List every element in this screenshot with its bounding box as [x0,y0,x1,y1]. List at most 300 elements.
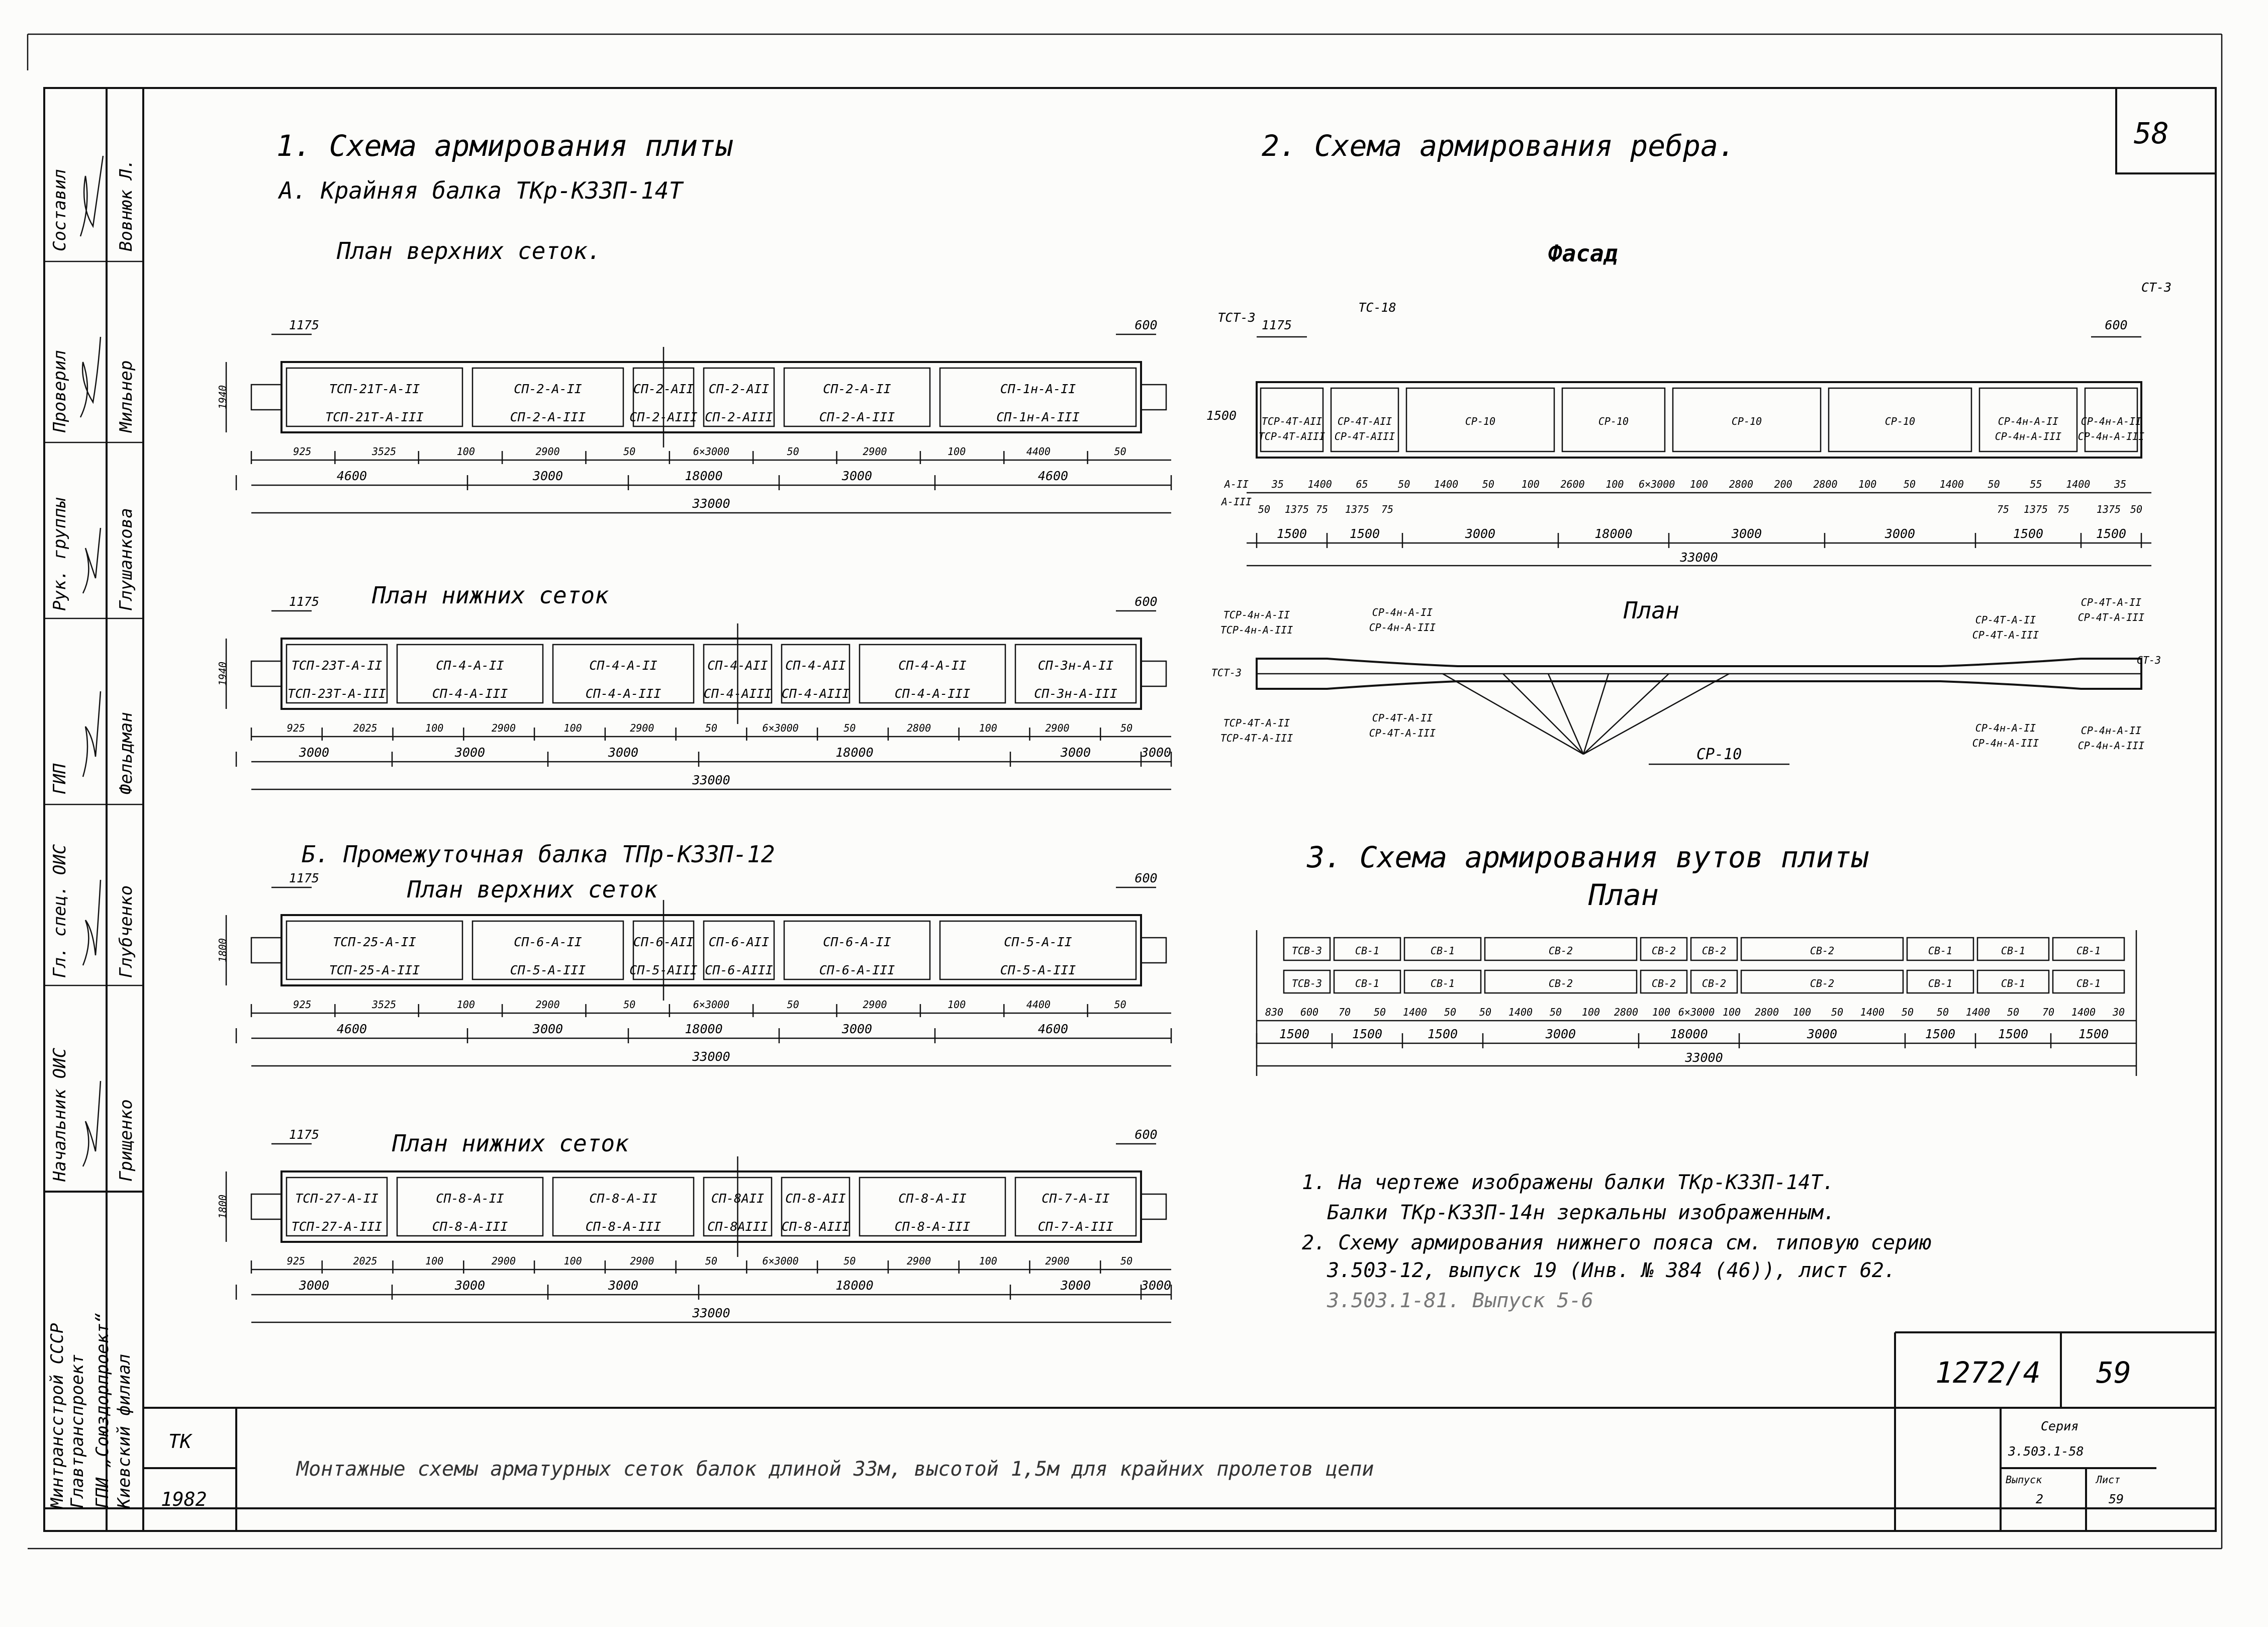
dim-1175: 1175 [1261,318,1292,332]
haunch-label: СВ-1 [1928,977,1953,989]
role-1: Составил [50,169,70,251]
haunch-label: СВ-2 [1651,977,1676,989]
height-dim: 1940 [217,385,229,410]
dim-value: 50 [1114,999,1126,1011]
dim-value: 2800 [906,722,931,734]
dim-value: 2900 [491,722,516,734]
mesh-label: СП-2-А-II [823,382,891,396]
role-3: Рук. группы [50,497,70,611]
dim-value: 2900 [863,445,887,458]
mesh-label: ТСП-23Т-А-III [288,686,386,701]
slab-end-left [251,385,281,410]
dim-value: 100 [948,999,966,1011]
dim-value: 50 [1549,1006,1562,1018]
plan-label: СР-4Т-А-III [2077,611,2145,623]
haunch-label: СВ-2 [1810,945,1835,957]
plan-label: СР-4Т-А-II [1372,712,1433,724]
slab-end-right [1141,385,1166,410]
sheet-value: 59 [2109,1492,2124,1506]
mesh-label: ТСП-27-А-II [295,1191,379,1206]
signature-5 [83,880,101,965]
rib-mesh-label: СР-4н-А-III [1995,430,2062,442]
span-value: 1500 [2078,1027,2109,1041]
plan-label: СР-4н-А-III [1369,621,1436,634]
dim-600: 600 [2105,318,2128,332]
dim-value: 2900 [535,445,560,458]
s1-top-plan [217,318,1171,513]
dim-value: 1400 [1434,478,1459,490]
span-value: 3000 [841,1022,873,1036]
series-code: 3.503.1-58 [2008,1444,2084,1459]
dim-value: 50 [787,999,799,1011]
mesh-label: СП-4-А-III [432,686,508,701]
span-value: 1500 [1279,1027,1310,1041]
org-line-2: Главтранспроект [67,1353,87,1508]
haunch-label: СВ-1 [2076,945,2101,957]
plan-label: СР-4н-А-II [1372,606,1433,618]
mesh-label: СП-7-А-III [1037,1219,1114,1234]
dim-value: 100 [563,722,582,734]
label-tst: ТСТ-3 [1217,310,1256,325]
dim-value: 75 [1381,503,1394,515]
s1b-bottom-plan [217,1127,1171,1322]
span-value: 3000 [841,469,873,483]
span-value: 1500 [1276,526,1307,541]
rib-mesh-label: ТСР-4Т-АII [1261,415,1322,427]
left-end-dim: 1175 [289,318,320,332]
rib-mesh-label: СР-4н-А-II [1998,415,2059,427]
section-1 [217,129,1171,789]
mesh-label: ТСП-25-А-II [333,935,416,949]
mesh-label: СП-6-А-II [514,935,582,949]
span-value: 1500 [1925,1027,1956,1041]
mesh-label: СП-5-А-III [510,963,586,977]
total-value: 33000 [692,773,730,787]
span-value: 1500 [1352,1027,1383,1041]
mesh-label: СП-4-АII [707,658,768,673]
dim-value: 100 [425,1255,444,1267]
span-value: 18000 [835,745,874,760]
span-value: 3000 [454,1278,486,1293]
right-end-dim: 600 [1135,871,1158,885]
total-value: 33000 [1685,1050,1723,1065]
mesh-label: СП-8-АIII [781,1219,850,1234]
name-4: Фельдман [116,712,136,794]
dim-value: 50 [1936,1006,1949,1018]
total-value: 33000 [692,1306,730,1320]
doc-code: 1272/4 [1935,1355,2041,1390]
signature-3 [83,528,101,593]
dim-value: 1400 [1508,1006,1533,1018]
slab-end-right [1141,938,1166,963]
dim-value: 100 [979,1255,997,1267]
span-value: 3000 [1141,1278,1172,1293]
dim-value: 50 [705,1255,718,1267]
section-2 [1206,129,2171,764]
left-stamp [44,88,143,1531]
name-3: Глушанкова [116,508,136,611]
stamp-tk: ТК [168,1430,192,1453]
dim-value: 100 [1521,478,1540,490]
doc-sheet: 59 [2096,1355,2131,1390]
dim-value: 100 [456,445,475,458]
mesh-label: СП-4-А-II [436,658,504,673]
issue-value: 2 [2036,1492,2044,1506]
dim-value: 925 [287,1255,305,1267]
rib-mesh-label: СР-10 [1731,415,1762,427]
height-dim: 1940 [217,661,229,686]
dim-value: 70 [2042,1006,2055,1018]
signature-6 [83,1081,101,1166]
mesh-label: СП-6-АIII [705,963,773,977]
span-value: 3000 [532,469,563,483]
span-value: 3000 [299,745,330,760]
mesh-label: ТСП-21Т-А-III [325,410,424,424]
dim-value: 1375 [2023,503,2048,515]
mesh-label: СП-4-А-II [589,658,657,673]
mesh-label: СП-1н-А-II [1000,382,1076,396]
mesh-label: СП-7-А-II [1042,1191,1110,1206]
mesh-label: СП-8АIII [707,1219,768,1234]
span-value: 3000 [1545,1027,1576,1041]
dim-value: 50 [1373,1006,1386,1018]
left-end-dim: 1175 [289,871,320,885]
plan-label: СР-4Т-А-II [2081,596,2142,608]
dim-value: 830 [1265,1006,1284,1018]
dim-value: 100 [1689,478,1709,490]
mesh-label: СП-8-А-III [585,1219,662,1234]
dim-value: 50 [705,722,718,734]
name-6: Грищенко [116,1099,136,1182]
rib-mesh-label: СР-10 [1598,415,1629,427]
label-a2: А-II [1224,478,1249,490]
span-value: 1500 [1349,526,1380,541]
haunch-label: СВ-1 [1355,977,1380,989]
s1-bottom-plan-title: План нижних сеток [372,582,609,609]
haunch-label: СВ-1 [1430,977,1455,989]
dim-value: 3525 [372,445,397,458]
leader-line [1503,674,1583,754]
plan-label: СР-4н-А-III [2077,740,2145,752]
right-end-dim: 600 [1135,318,1158,332]
dim-value: 4400 [1026,445,1051,458]
span-value: 3000 [532,1022,563,1036]
dim-value: 50 [1901,1006,1914,1018]
dim-value: 6×3000 [693,445,730,458]
sheet-number: 58 [2134,116,2169,150]
note-3: 2. Схему армирования нижнего пояса см. типовую серию [1302,1231,1932,1254]
mesh-label: СП-8-А-II [436,1191,504,1206]
notes [1302,1171,1931,1312]
haunch-label: СВ-1 [1430,945,1455,957]
note-2: Балки ТКр-К33П-14н зеркальны изображенным. [1327,1201,1836,1224]
span-value: 3000 [1060,745,1091,760]
mesh-label: СП-8-А-II [898,1191,967,1206]
dim-value: 1375 [2096,503,2121,515]
haunch-label: ТСВ-3 [1291,977,1322,989]
slab-end-left [251,1194,281,1219]
mesh-label: СП-4-А-III [585,686,662,701]
sheet-number-box [2116,88,2216,173]
span-value: 18000 [1670,1027,1708,1041]
mesh-label: ТСП-21Т-А-II [329,382,420,396]
dim-value: 2800 [1813,478,1838,490]
span-value: 1500 [1998,1027,2029,1041]
dim-value: 2900 [630,722,654,734]
dim-value: 50 [1831,1006,1844,1018]
span-value: 4600 [336,1022,367,1036]
left-end-dim: 1175 [289,594,320,609]
mesh-label: ТСП-23Т-А-II [291,658,383,673]
haunch-label: СВ-1 [2076,977,2101,989]
plan-label: ТСТ-3 [1211,667,1242,679]
dim-value: 2900 [863,999,887,1011]
dim-value: 100 [1858,478,1877,490]
rib-mesh-label: СР-4н-А-II [2081,415,2142,427]
plan-label: СР-4н-А-II [2081,725,2142,737]
s2-facade-drawing [1206,280,2171,566]
dim-value: 2900 [906,1255,931,1267]
span-value: 18000 [685,1022,723,1036]
dim-value: 2600 [1560,478,1585,490]
right-end-dim: 600 [1135,594,1158,609]
dim-value: 100 [425,722,444,734]
haunch-label: СВ-2 [1651,945,1676,957]
main-title: Монтажные схемы арматурных сеток балок длиной 33м, высотой 1,5м для крайних пролетов цепи [297,1458,1374,1481]
name-1: Вовнюк Л. [116,158,136,251]
dim-value: 50 [2007,1006,2020,1018]
dim-value: 50 [623,445,636,458]
mesh-label: СП-6-А-III [819,963,895,977]
height-dim: 1800 [217,938,229,963]
total-value: 33000 [1680,550,1718,565]
dim-value: 1400 [1939,478,1964,490]
s1-subtitle: А. Крайняя балка ТКр-К33П-14Т [279,177,683,204]
dim-value: 1400 [1965,1006,1991,1018]
dim-value: 50 [843,722,856,734]
mesh-label: СП-6-АII [708,935,770,949]
mesh-label: СП-2-А-II [514,382,582,396]
haunch-label: СВ-1 [1355,945,1380,957]
span-value: 3000 [608,745,639,760]
dim-value: 65 [1356,478,1368,490]
org-line-3: ГПИ „Союздорпроект“ [92,1313,113,1508]
haunch-label: СВ-2 [1702,945,1727,957]
mesh-label: ТСП-25-А-III [329,963,420,977]
plan-label: СР-4Т-А-III [1369,727,1436,739]
stamp-year: 1982 [161,1488,207,1510]
dim-value: 1400 [1402,1006,1428,1018]
plan-label: ТСР-4н-А-II [1223,609,1290,621]
dim-value: 1375 [1284,503,1309,515]
dim-value: 1400 [1307,478,1332,490]
mesh-label: СП-6-АII [633,935,694,949]
span-value: 3000 [454,745,486,760]
mesh-label: СП-8-А-III [894,1219,971,1234]
dim-value: 50 [787,445,799,458]
span-value: 1500 [2096,526,2127,541]
height-dim: 1800 [217,1194,229,1219]
span-value: 3000 [299,1278,330,1293]
mesh-label: СП-2-А-III [819,410,895,424]
dim-value: 50 [843,1255,856,1267]
rib-mesh-label: ТСР-4Т-АIII [1258,430,1326,442]
rib-mesh-label: СР-4Т-АIII [1334,430,1395,442]
dim-value: 2800 [1729,478,1753,490]
s1-title: 1. Схема армирования плиты [276,129,733,163]
haunch-label: СВ-1 [1928,945,1953,957]
dim-value: 6×3000 [1678,1006,1715,1018]
rib-mesh-label: СР-10 [1465,415,1496,427]
dim-value: 30 [2112,1006,2125,1018]
label-a3: А-III [1221,496,1252,508]
mesh-label: СП-2-А-III [510,410,586,424]
dim-value: 925 [293,445,312,458]
mesh-label: СП-8-А-III [432,1219,508,1234]
dim-value: 100 [1581,1006,1600,1018]
dim-value: 6×3000 [1639,478,1675,490]
s1b-top-plan [217,871,1171,1066]
mesh-label: СП-4-АIII [703,686,772,701]
s2-plan-drawing [1211,596,2161,764]
mesh-label: СП-2-АII [708,382,770,396]
mesh-label: СП-1н-А-III [996,410,1080,424]
dim-value: 55 [2030,478,2042,490]
mesh-label: СП-4-А-III [894,686,971,701]
leader-line [1443,674,1583,754]
dim-value: 200 [1774,478,1792,490]
dim-value: 50 [1120,722,1133,734]
dim-value: 6×3000 [693,999,730,1011]
rib-mesh-label: СР-10 [1884,415,1916,427]
role-4: ГИП [50,763,70,794]
dim-value: 50 [1258,503,1271,515]
mesh-label: СП-2-АIII [705,410,773,424]
dim-value: 50 [1988,478,2000,490]
dim-value: 50 [623,999,636,1011]
mesh-label: СП-2-АII [633,382,694,396]
span-value: 3000 [1060,1278,1091,1293]
dim-value: 50 [1479,1006,1492,1018]
role-2: Проверил [50,350,70,432]
org-line-4: Киевский филиал [114,1353,134,1508]
leader-line [1548,674,1583,754]
mesh-label: СП-3н-А-II [1037,658,1114,673]
rib-mesh-label: СР-4н-А-III [2077,430,2145,442]
dim-value: 2900 [535,999,560,1011]
slab-end-right [1141,661,1166,686]
note-1: 1. На чертеже изображены балки ТКр-К33П-14Т. [1302,1171,1835,1194]
issue-label: Выпуск [2006,1474,2042,1486]
plan-label: ТСР-4н-А-III [1220,624,1293,636]
span-value: 18000 [835,1278,874,1293]
span-value: 3000 [1731,526,1762,541]
dim-value: 3525 [372,999,397,1011]
dim-value: 100 [948,445,966,458]
slab-end-left [251,938,281,963]
dim-value: 1400 [2071,1006,2096,1018]
mesh-label: СП-4-АIII [781,686,850,701]
dim-value: 1400 [2066,478,2091,490]
note-4: 3.503-12, выпуск 19 (Инв. № 384 (46)), лист 62. [1327,1259,1896,1282]
dim-value: 70 [1338,1006,1351,1018]
role-6: Начальник ОИС [50,1047,70,1182]
s1-top-plan-title: План верхних сеток. [337,237,602,264]
signature-1 [80,156,103,236]
section-1b [217,841,1171,1322]
signature-2 [80,337,101,417]
dim-value: 75 [2057,503,2070,515]
dim-value: 35 [2114,478,2127,490]
mesh-label: СП-8-А-II [589,1191,657,1206]
dim-value: 50 [2130,503,2143,515]
span-value: 3000 [1465,526,1496,541]
mesh-label: СП-4-АII [785,658,846,673]
dim-value: 100 [563,1255,582,1267]
mesh-label: СП-8-АII [785,1191,846,1206]
dim-value: 100 [979,722,997,734]
dim-value: 2025 [353,722,377,734]
plan-label: ТСР-4Т-А-II [1223,717,1290,729]
s2-facade-title: Фасад [1548,240,1618,267]
total-value: 33000 [692,496,730,511]
plan-label-cp10: СР-10 [1696,746,1742,763]
dim-value: 50 [1120,1255,1133,1267]
plan-label: СР-4н-А-II [1975,722,2036,734]
signature-4 [83,691,101,777]
dim-value: 50 [1114,445,1126,458]
mesh-label: СП-8АII [711,1191,765,1206]
mesh-label: СП-3н-А-III [1034,686,1117,701]
left-end-dim: 1175 [289,1127,320,1142]
haunch-label: ТСВ-3 [1291,945,1322,957]
s2-plan-title: План [1624,597,1679,624]
dim-value: 6×3000 [762,722,799,734]
dim-value: 925 [293,999,312,1011]
span-value: 3000 [608,1278,639,1293]
dim-value: 100 [1722,1006,1741,1018]
dim-value: 2025 [353,1255,377,1267]
mesh-label: СП-2-АIII [629,410,698,424]
org-line-1: Минтрансстрой СССР [47,1323,67,1508]
dim-value: 2900 [491,1255,516,1267]
s3-haunch-plan [1257,930,2136,1076]
span-value: 18000 [1594,526,1633,541]
dim-value: 50 [1904,478,1916,490]
haunch-label: СВ-2 [1810,977,1835,989]
rib-mesh-label: СР-4Т-АII [1337,415,1392,427]
span-value: 3000 [1807,1027,1838,1041]
slab-end-right [1141,1194,1166,1219]
rib-height: 1500 [1206,408,1237,423]
plan-label: СТ-3 [2136,654,2161,666]
plan-label: ТСР-4Т-А-III [1220,732,1293,744]
dim-value: 600 [1300,1006,1319,1018]
plan-label: СР-4Т-А-II [1975,614,2036,626]
dim-value: 6×3000 [762,1255,799,1267]
dim-value: 100 [1605,478,1624,490]
s3-title: 3. Схема армирования вутов плиты [1307,840,1869,874]
haunch-label: СВ-2 [1702,977,1727,989]
dim-value: 75 [1997,503,2010,515]
name-5: Глубченко [116,885,136,978]
span-value: 4600 [1037,1022,1069,1036]
name-2: Мильнер [116,360,136,432]
haunch-label: СВ-2 [1548,977,1573,989]
span-value: 1500 [1427,1027,1458,1041]
dim-value: 100 [456,999,475,1011]
label-st: СТ-3 [2141,280,2172,295]
